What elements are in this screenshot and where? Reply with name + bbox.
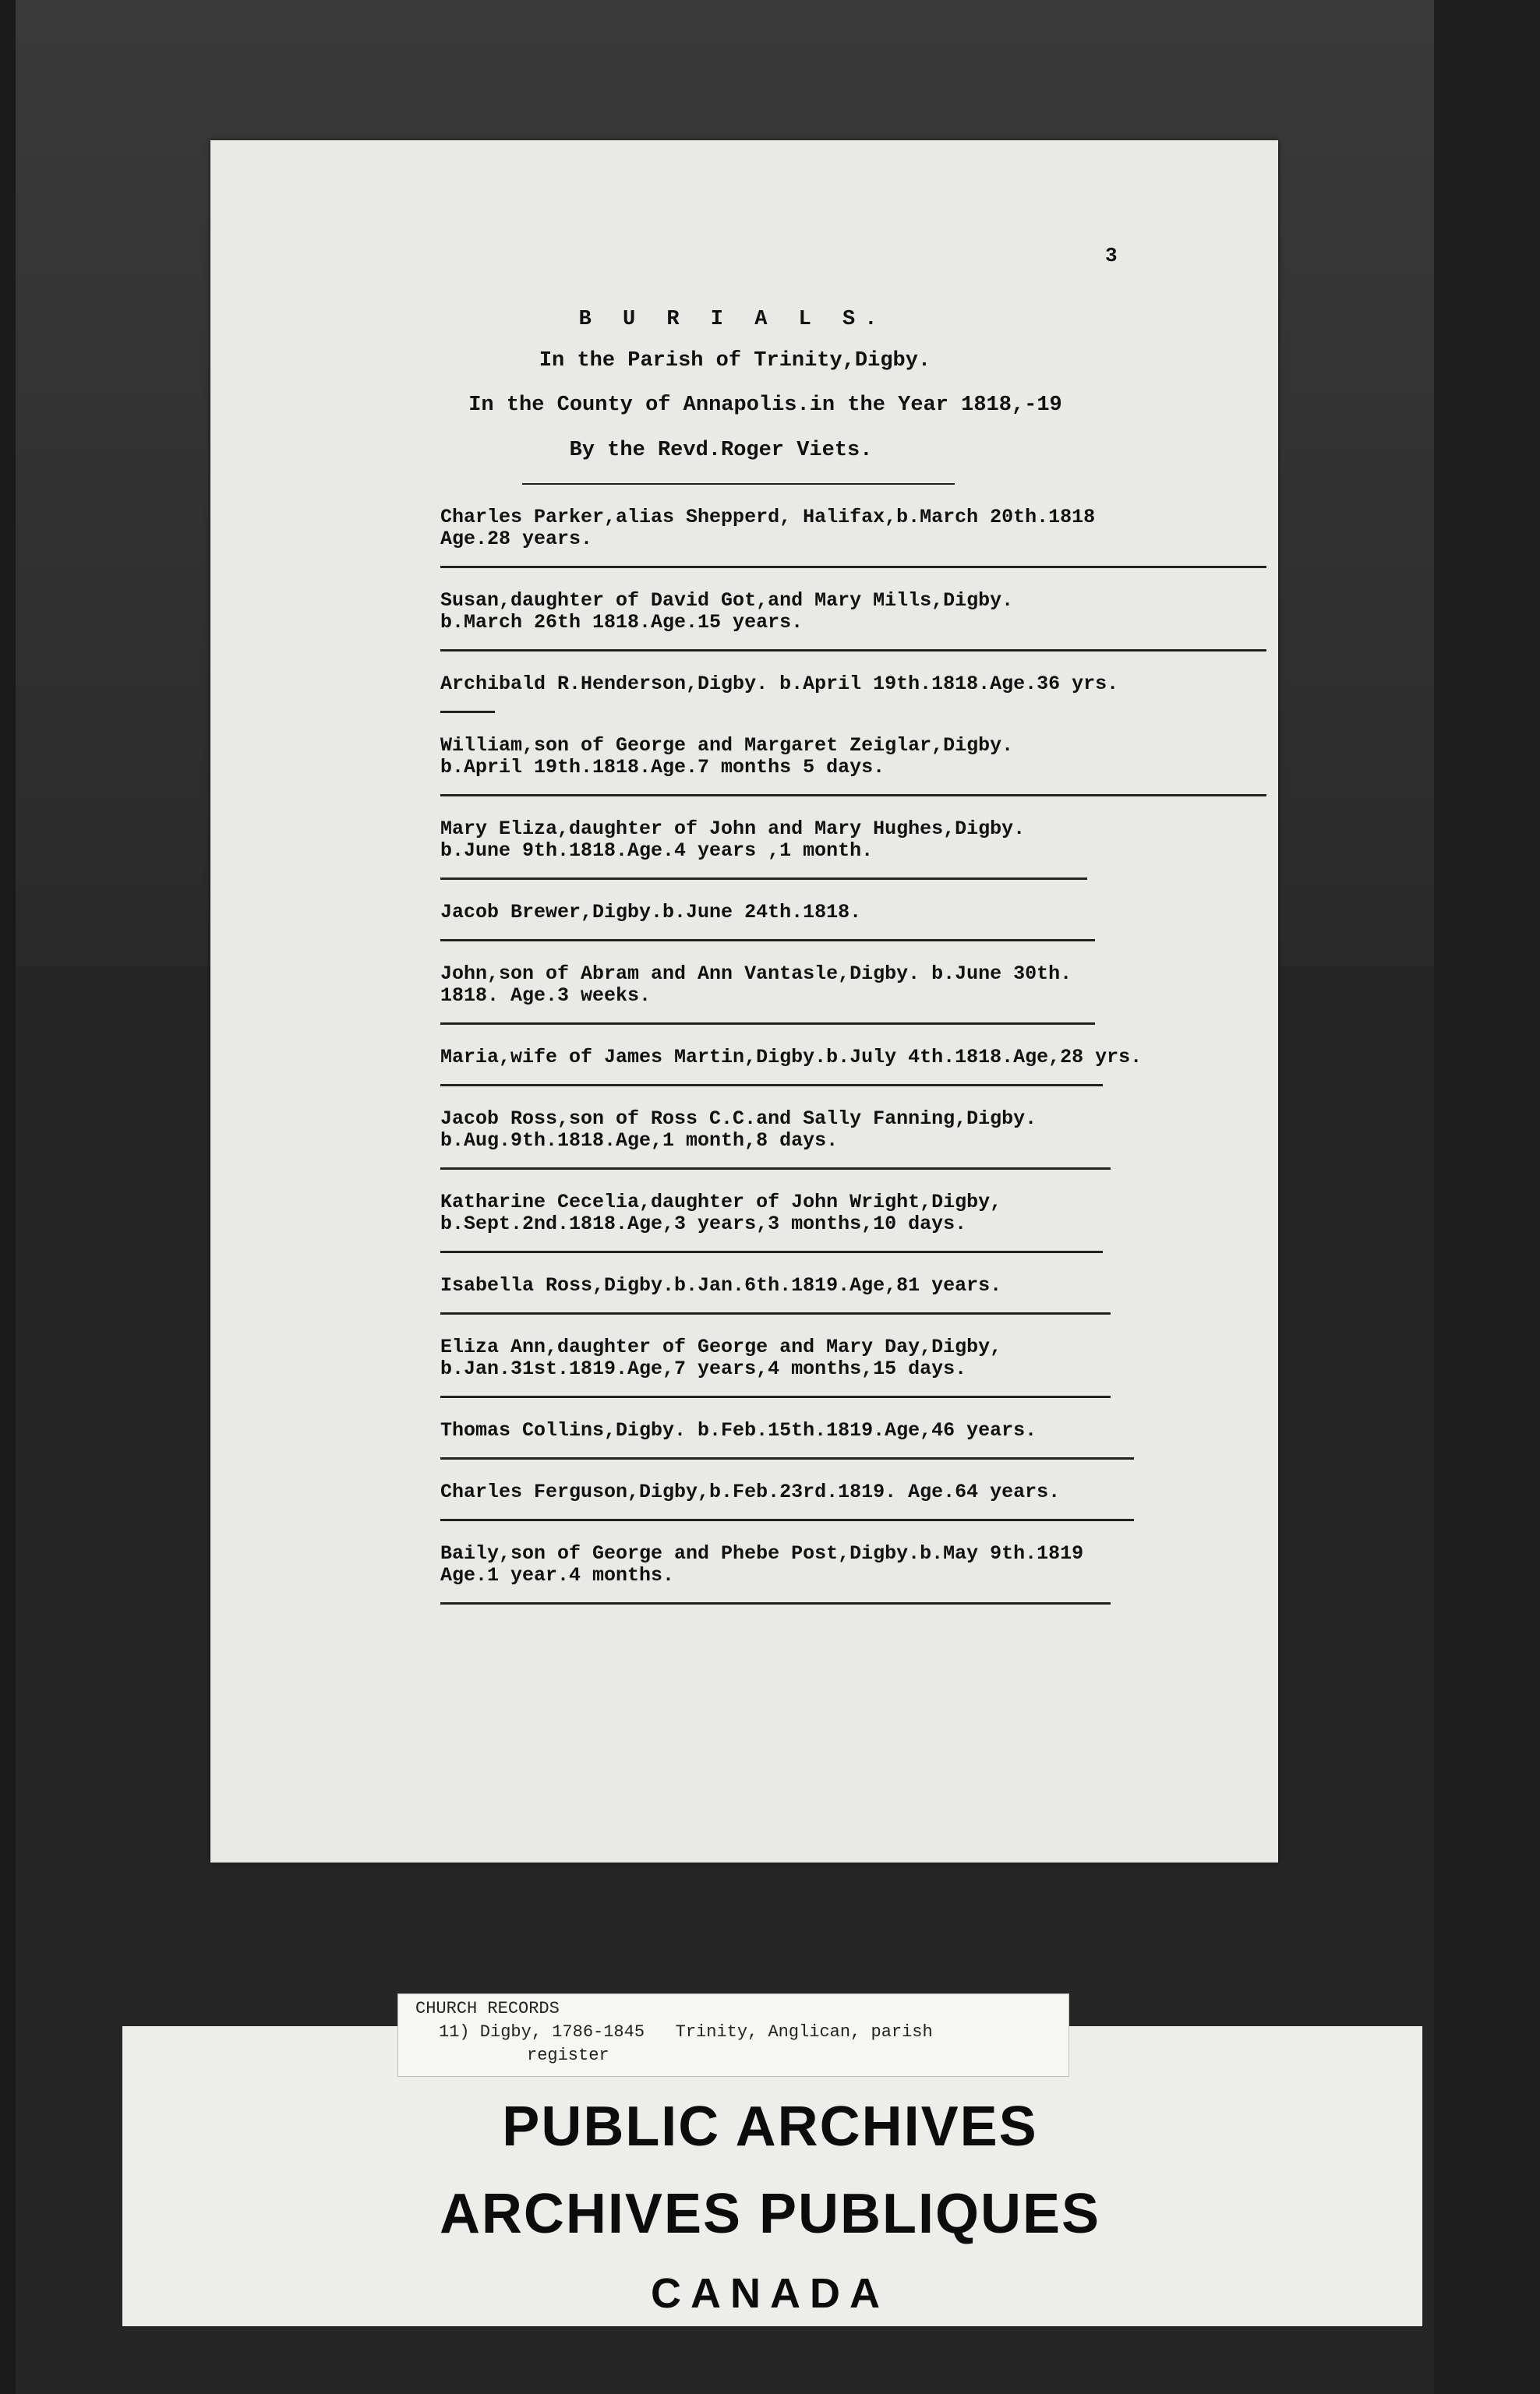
entry-text: Maria,wife of James Martin,Digby.b.July 4th.1818.Age,28 yrs. — [440, 1046, 1143, 1068]
entry-text: Isabella Ross,Digby.b.Jan.6th.1819.Age,81 years. — [440, 1274, 1002, 1297]
entry-divider — [440, 1519, 1134, 1521]
entry-text: William,son of George and Margaret Zeiglar,Digby. b.April 19th.1818.Age.7 months 5 days. — [440, 734, 1014, 779]
entry-text: Mary Eliza,daughter of John and Mary Hughes,Digby. b.June 9th.1818.Age.4 years ,1 month. — [440, 817, 1026, 862]
burial-entry — [440, 1192, 1266, 1253]
burial-entry — [440, 1047, 1266, 1086]
entry-divider — [440, 1251, 1103, 1253]
entry-divider — [440, 1312, 1111, 1315]
burial-entry — [440, 1543, 1266, 1605]
page-title: B U R I A L S. — [578, 308, 887, 331]
collection-label — [397, 1993, 1069, 2077]
entry-divider — [440, 1022, 1095, 1025]
entry-divider — [440, 877, 1087, 880]
burial-entry — [440, 818, 1266, 880]
entry-divider — [440, 711, 495, 713]
burial-entry — [440, 1275, 1266, 1315]
archive-name-english: PUBLIC ARCHIVES — [502, 2096, 1038, 2158]
burial-entry — [440, 1481, 1266, 1521]
entry-divider — [440, 794, 1266, 796]
minister-line: By the Revd.Roger Viets. — [569, 439, 873, 462]
entry-text: Katharine Cecelia,daughter of John Wright,Digby, b.Sept.2nd.1818.Age,3 years,3 months,10 days. — [440, 1191, 1002, 1235]
entry-text: Archibald R.Henderson,Digby. b.April 19th.1818.Age.36 yrs. — [440, 673, 1119, 695]
county-line: In the County of Annapolis.in the Year 1818,-19 — [468, 394, 1062, 417]
burial-entry — [440, 507, 1266, 568]
page-number: 3 — [1105, 244, 1118, 267]
burial-entry — [440, 963, 1266, 1025]
entry-divider — [440, 566, 1266, 568]
register-page — [210, 140, 1278, 1863]
header-rule — [522, 483, 955, 485]
entry-text: Charles Parker,alias Shepperd, Halifax,b.March 20th.1818 Age.28 years. — [440, 506, 1096, 550]
film-edge-right — [1434, 0, 1540, 2394]
entry-text: Susan,daughter of David Got,and Mary Mills,Digby. b.March 26th 1818.Age.15 years. — [440, 589, 1014, 634]
label-category: CHURCH RECORDS — [415, 1999, 560, 2018]
entry-text: Jacob Brewer,Digby.b.June 24th.1818. — [440, 901, 862, 923]
entry-divider — [440, 1602, 1111, 1605]
burial-entry — [440, 735, 1266, 796]
film-edge-left — [0, 0, 16, 2394]
entry-text: John,son of Abram and Ann Vantasle,Digby. b.June 30th. 1818. Age.3 weeks. — [440, 962, 1072, 1007]
entry-divider — [440, 1167, 1111, 1170]
burial-entry — [440, 1108, 1266, 1170]
entry-text: Thomas Collins,Digby. b.Feb.15th.1819.Age,46 years. — [440, 1419, 1037, 1442]
burial-entry — [440, 1420, 1266, 1460]
entry-text: Jacob Ross,son of Ross C.C.and Sally Fanning,Digby. b.Aug.9th.1818.Age,1 month,8 days. — [440, 1107, 1037, 1152]
label-description: 11) Digby, 1786-1845 Trinity, Anglican, parish — [439, 2022, 933, 2042]
entry-text: Charles Ferguson,Digby,b.Feb.23rd.1819. Age.64 years. — [440, 1481, 1061, 1503]
entry-divider — [440, 1457, 1134, 1460]
entry-text: Baily,son of George and Phebe Post,Digby.b.May 9th.1819 Age.1 year.4 months. — [440, 1542, 1084, 1587]
entry-divider — [440, 939, 1095, 941]
archive-name-french: ARCHIVES PUBLIQUES — [439, 2183, 1101, 2245]
burial-entry — [440, 1336, 1266, 1398]
parish-line: In the Parish of Trinity,Digby. — [539, 349, 931, 373]
burial-entry — [440, 673, 1266, 713]
burial-entries — [440, 507, 1266, 1626]
entry-text: Eliza Ann,daughter of George and Mary Day,Digby, b.Jan.31st.1819.Age,7 years,4 months,15 days. — [440, 1336, 1002, 1380]
burial-entry — [440, 590, 1266, 651]
label-description-cont: register — [527, 2046, 609, 2065]
entry-divider — [440, 1084, 1103, 1086]
burial-entry — [440, 902, 1266, 941]
entry-divider — [440, 1396, 1111, 1398]
entry-divider — [440, 649, 1266, 651]
archive-country: CANADA — [651, 2270, 889, 2317]
